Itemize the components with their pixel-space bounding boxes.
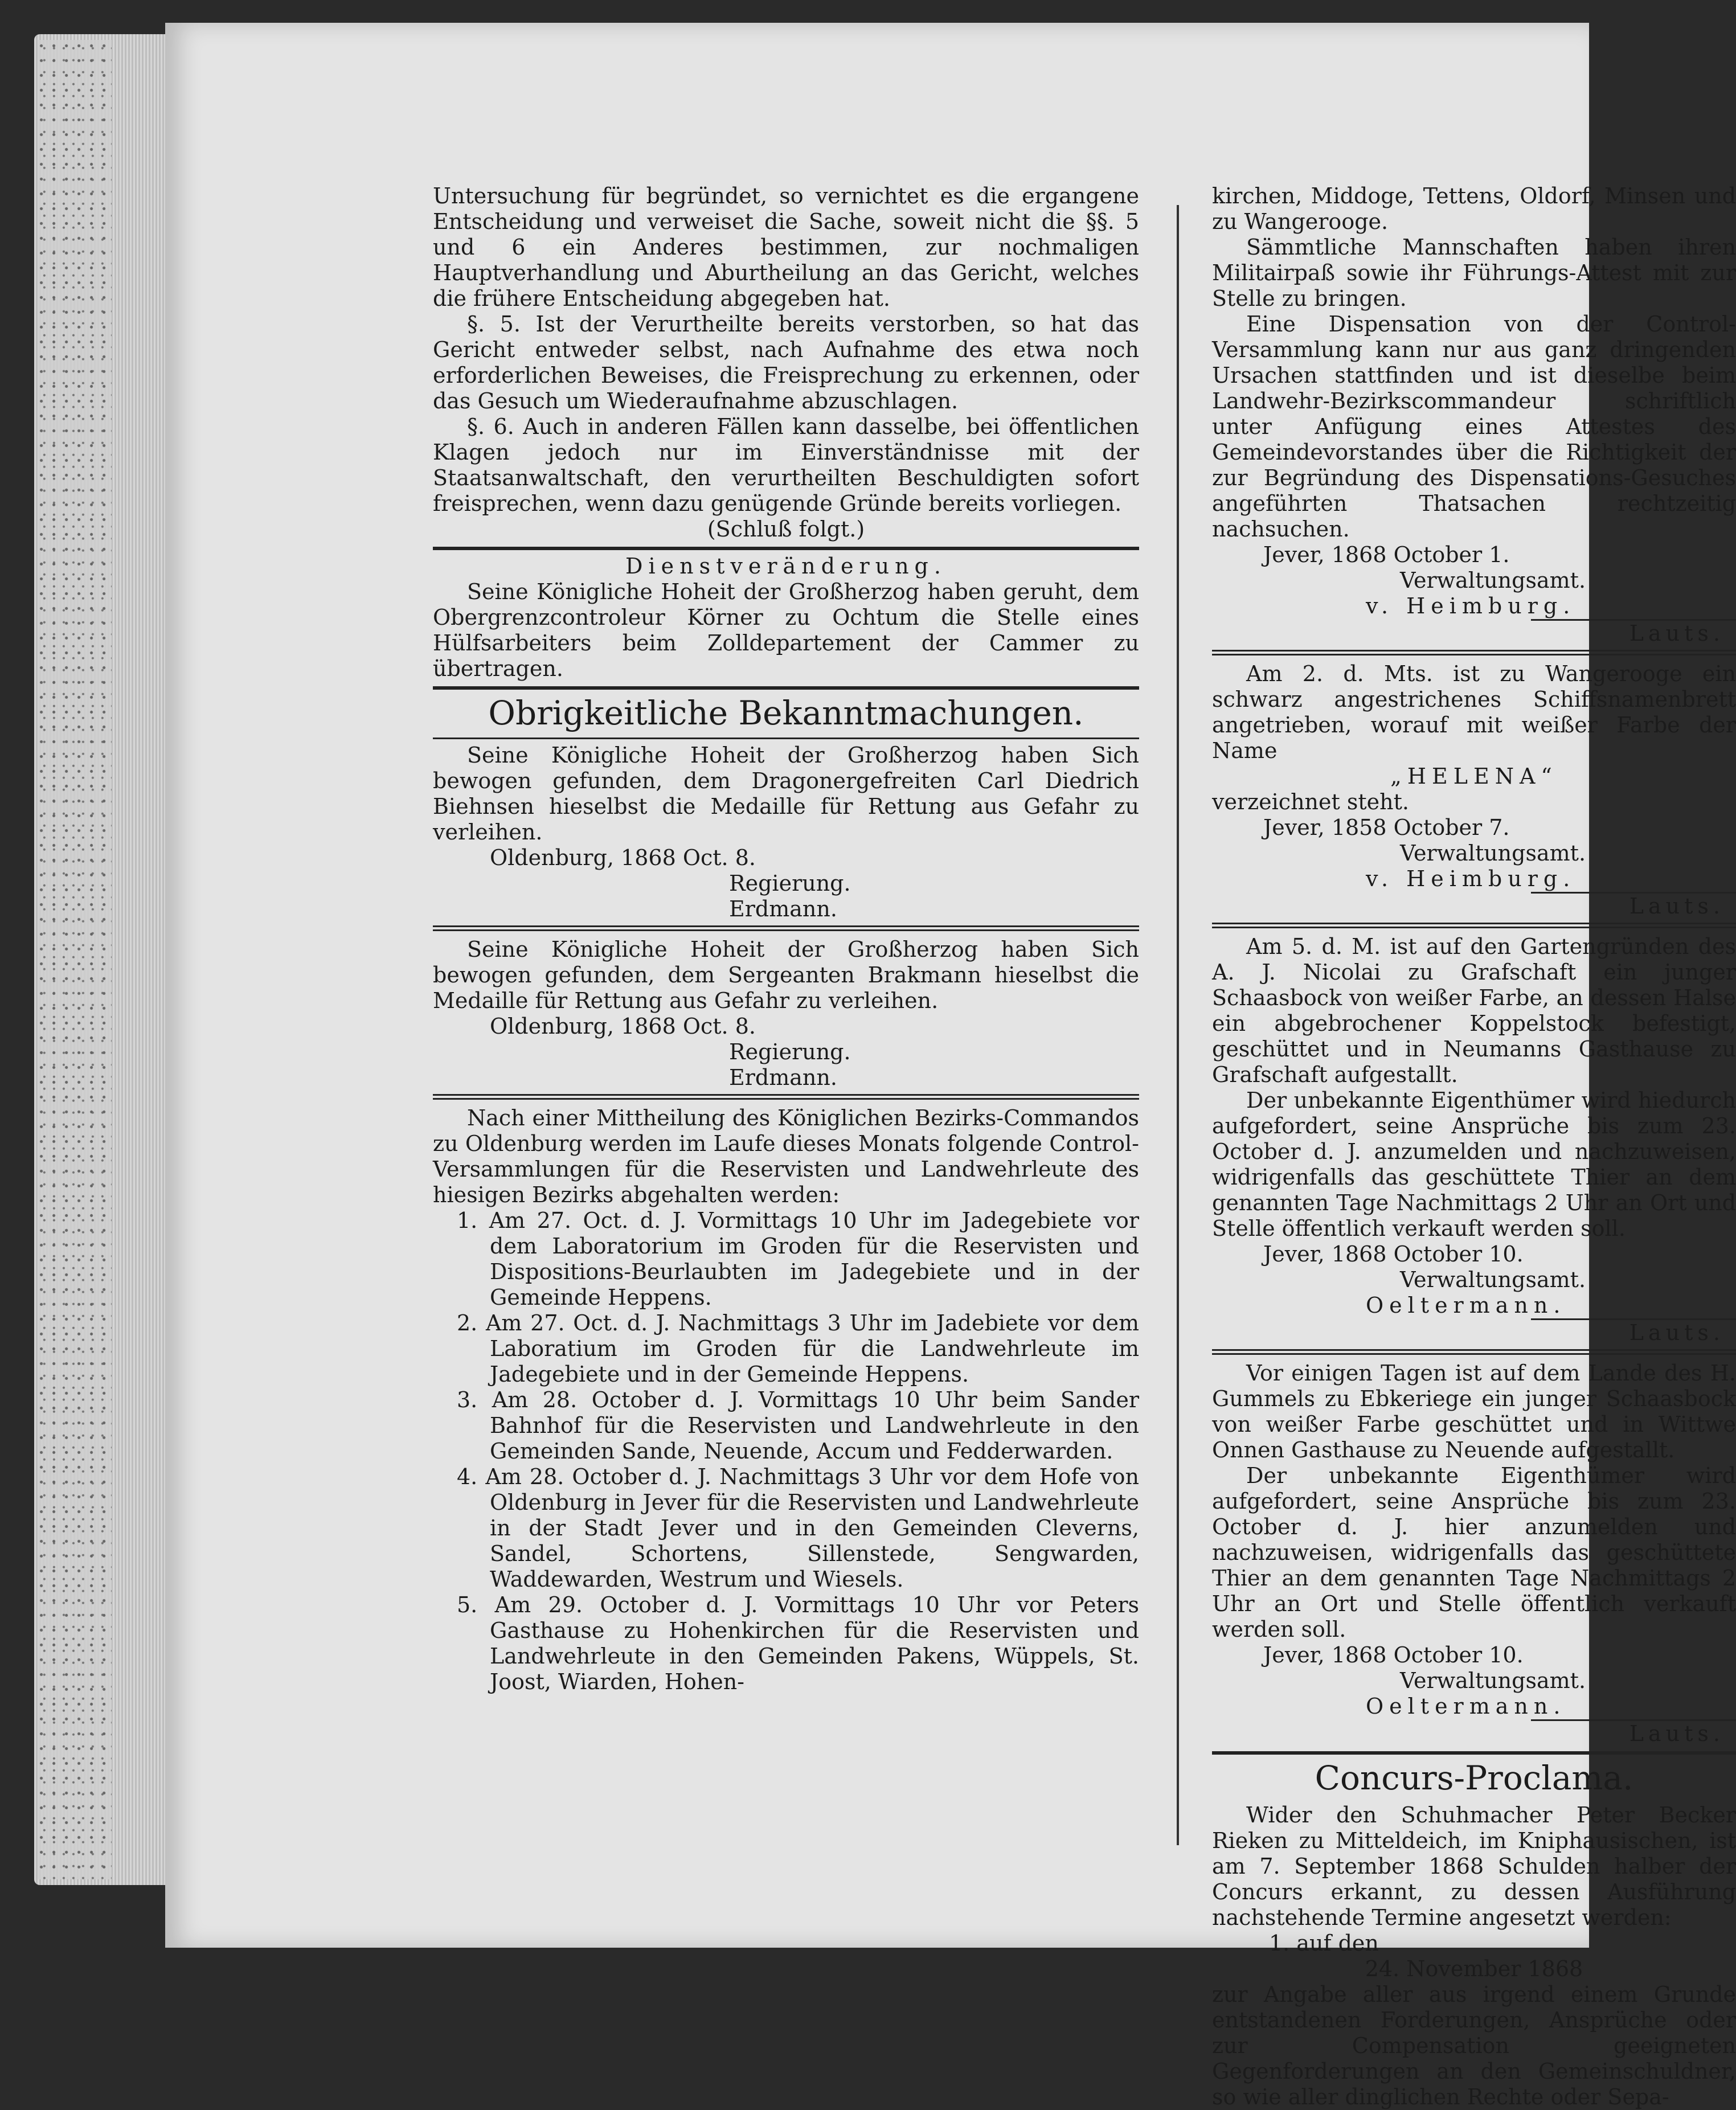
announcement-3-date: Jever, 1868 October 10. (1263, 1242, 1524, 1267)
notice-1-signature-office: Regierung. (729, 871, 851, 896)
notice-2-signature-office: Regierung. (729, 1039, 851, 1064)
notice-3-text: Nach einer Mittheilung des Königlichen Bezirks-Commandos zu Oldenburg werden im Laufe dieses Monats folgende Control-Versammlungen für die Reservisten und Landwehrleute des hiesigen Bezirks abgehalten werden: (433, 1105, 1139, 1207)
list-item: 2. Am 27. Oct. d. J. Nachmittags 3 Uhr im Jadebiete vor dem Laboratium im Groden für die Landwehrleute im Jadegebiete und in der Gemeinde Heppens. (457, 1310, 1139, 1387)
notice-2-signature-name: Erdmann. (729, 1065, 837, 1090)
concurs-text: Wider den Schuhmacher Peter Becker Rieken zu Mitteldeich, im Kniphausischen, ist am 7. September 1868 Schulden halber der Concurs erkannt, zu dessen Ausführung nachstehende Termine angesetzt werden: (1212, 1802, 1736, 1930)
concurs-date: 24. November 1868 (1365, 1956, 1583, 1981)
notice-1-text: Seine Königliche Hoheit der Großherzog haben Sich bewogen gefunden, dem Dragonergefreiten Carl Diedrich Biehnsen hieselbst die Medaille für Rettung aus Gefahr zu verleihen. (433, 743, 1139, 845)
left-column (433, 183, 1139, 1695)
announcement-2-text: Am 2. d. Mts. ist zu Wangerooge ein schwarz angestrichenes Schiffsnamenbrett angetrieben, worauf mit weißer Farbe der Name (1212, 661, 1736, 763)
newspaper-page (165, 23, 1736, 2109)
announcement-4-laut: Lauts. (1629, 1721, 1725, 1746)
column-divider (1177, 205, 1179, 1845)
right-column (1212, 183, 1736, 2110)
announcement-4-text: Vor einigen Tagen ist auf dem Lande des H. Gummels zu Ebkeriege ein junger Schaasbock von weißer Farbe geschüttet und in Wittwe Onnen Gasthause zu Neuende aufgestallt. (1212, 1361, 1736, 1462)
divider (433, 738, 1139, 739)
section-heading: Obrigkeitliche Bekanntmachungen. (488, 694, 1084, 732)
announcement-3-text-2: Der unbekannte Eigenthümer wird hiedurch aufgefordert, seine Ansprüche bis zum 23. October d. J. anzumelden und nachzuweisen, widrigenfalls das geschüttete Thier an dem genannten Tage Nachmittags 2 Uhr an Ort und Stelle öffentlich verkauft werden soll. (1212, 1088, 1736, 1241)
announcement-2-laut: Lauts. (1629, 894, 1725, 919)
announcement-2-name: v. Heimburg. (1366, 866, 1576, 891)
divider (433, 1094, 1139, 1100)
section-5-paragraph: §. 5. Ist der Verurtheilte bereits verstorben, so hat das Gericht entweder selbst, nach Aufnahme des etwa noch erforderlichen Beweises, die Freisprechung zu erkennen, oder das Gesuch um Wiederaufnahme abzuschlagen. (433, 312, 1139, 413)
dienst-title: Dienstveränderung. (625, 554, 947, 579)
announcement-3-laut: Lauts. (1629, 1320, 1725, 1345)
book-edge-speckle (38, 40, 112, 1879)
notice-1-signature-name: Erdmann. (729, 896, 837, 921)
dispensation-paragraph: Eine Dispensation von der Control-Versammlung kann nur aus ganz dringenden Ursachen stattfinden und ist dieselbe beim Landwehr-Bezirkscommandeur schriftlich unter Anfügung eines Attestes des Gemeindevorstandes über die Richtigkeit der zur Begründung des Dispensations-Gesuches angeführten Thatsachen rechtzeitig nachsuchen. (1212, 312, 1736, 542)
announcement-4-name: Oeltermann. (1366, 1694, 1566, 1719)
announcement-2-text-end: verzeichnet steht. (1212, 789, 1409, 814)
dienst-text: Seine Königliche Hoheit der Großherzog haben geruht, dem Obergrenzcontroleur Körner zu Ochtum die Stelle eines Hülfsarbeiters beim Zolldepartement der Cammer zu übertragen. (433, 579, 1139, 681)
continued-text: kirchen, Middoge, Tettens, Oldorf, Minsen und zu Wangerooge. (1212, 183, 1736, 234)
announcement-1-date: Jever, 1868 October 1. (1263, 542, 1510, 567)
announcement-4-text-2: Der unbekannte Eigenthümer wird aufgefordert, seine Ansprüche bis zum 23. October d. J. hier anzumelden und nachzuweisen, widrigenfalls das geschüttete Thier an dem genannten Tage Nachmittags 2 Uhr an Ort und Stelle öffentlich verkauft werden soll. (1212, 1463, 1736, 1642)
announcement-1-laut: Lauts. (1629, 621, 1725, 646)
ship-name: „HELENA“ (1390, 764, 1558, 789)
list-item: 3. Am 28. October d. J. Vormittags 10 Uhr beim Sander Bahnhof für die Reservisten und Landwehrleute in den Gemeinden Sande, Neuende, Accum und Fedderwarden. (457, 1387, 1139, 1464)
list-item: 1. Am 27. Oct. d. J. Vormittags 10 Uhr im Jadegebiete vor dem Laboratorium im Groden für die Reservisten und Dispositions-Beurlaubten im Jadegebiete und in der Gemeinde Heppens. (457, 1208, 1139, 1310)
intro-paragraph: Untersuchung für begründet, so vernichtet es die ergangene Entscheidung und verweiset die Sache, soweit nicht die §§. 5 und 6 ein Anderes bestimmen, zur nochmaligen Hauptverhandlung und Aburtheilung an das Gericht, welches die frühere Entscheidung abgegeben hat. (433, 183, 1139, 311)
concurs-item: 1. auf den (1269, 1931, 1379, 1956)
divider (1212, 1349, 1736, 1355)
notice-1-date: Oldenburg, 1868 Oct. 8. (490, 845, 756, 870)
notice-2-date: Oldenburg, 1868 Oct. 8. (490, 1014, 756, 1039)
continuation-note: (Schluß folgt.) (707, 517, 865, 542)
announcement-1-name: v. Heimburg. (1366, 593, 1576, 618)
announcement-4-date: Jever, 1868 October 10. (1263, 1642, 1524, 1667)
announcement-3-text: Am 5. d. M. ist auf den Gartengründen des A. J. Nicolai zu Grafschaft ein junger Schaasbock von weißer Farbe, an dessen Halse ein abgebrochener Koppelstock befestigt, geschüttet und in Neumanns Gasthause zu Grafschaft aufgestallt. (1212, 934, 1736, 1087)
notice-2-text: Seine Königliche Hoheit der Großherzog haben Sich bewogen gefunden, dem Sergeanten Brakmann hieselbst die Medaille für Rettung aus Gefahr zu verleihen. (433, 937, 1139, 1013)
announcement-3-name: Oeltermann. (1366, 1293, 1566, 1318)
divider (433, 925, 1139, 931)
divider (1212, 1751, 1736, 1755)
section-6-paragraph: §. 6. Auch in anderen Fällen kann dasselbe, bei öffentlichen Klagen jedoch nur im Einverständnisse mit der Staatsanwaltschaft, den verurtheilten Beschuldigten sofort freisprechen, wenn dazu genügende Gründe bereits vorliegen. (433, 414, 1139, 516)
divider (1212, 923, 1736, 928)
list-item: 4. Am 28. October d. J. Nachmittags 3 Uhr vor dem Hofe von Oldenburg in Jever für die Reservisten und Landwehrleute in der Stadt Jever und in den Gemeinden Cleverns, Sandel, Schortens, Sillenstede, Sengwarden, Waddewarden, Westrum und Wiesels. (457, 1464, 1139, 1592)
divider (433, 547, 1139, 550)
list-item: 5. Am 29. October d. J. Vormittags 10 Uhr vor Peters Gasthause zu Hohenkirchen für die Reservisten und Landwehrleute in den Gemeinden Pakens, Wüppels, St. Joost, Wiarden, Hohen- (457, 1592, 1139, 1694)
mannschaften-paragraph: Sämmtliche Mannschaften haben ihren Militairpaß sowie ihr Führungs-Attest mit zur Stelle zu bringen. (1212, 235, 1736, 311)
announcement-4-office: Verwaltungsamt. (1400, 1668, 1586, 1693)
announcement-2-office: Verwaltungsamt. (1400, 841, 1586, 866)
divider (433, 686, 1139, 690)
concurs-heading: Concurs-Proclama. (1315, 1759, 1633, 1797)
announcement-3-office: Verwaltungsamt. (1400, 1267, 1586, 1292)
announcement-1-office: Verwaltungsamt. (1400, 568, 1586, 593)
concurs-text-2: zur Angabe aller aus irgend einem Grunde entstandenen Forderungen, Ansprüche oder zur Compensation geeigneten Gegenforderungen an den Gemeinschuldner, so wie aller dinglichen Rechte oder Sepa- (1212, 1982, 1736, 2109)
announcement-2-date: Jever, 1858 October 7. (1263, 815, 1510, 840)
divider (1212, 650, 1736, 655)
